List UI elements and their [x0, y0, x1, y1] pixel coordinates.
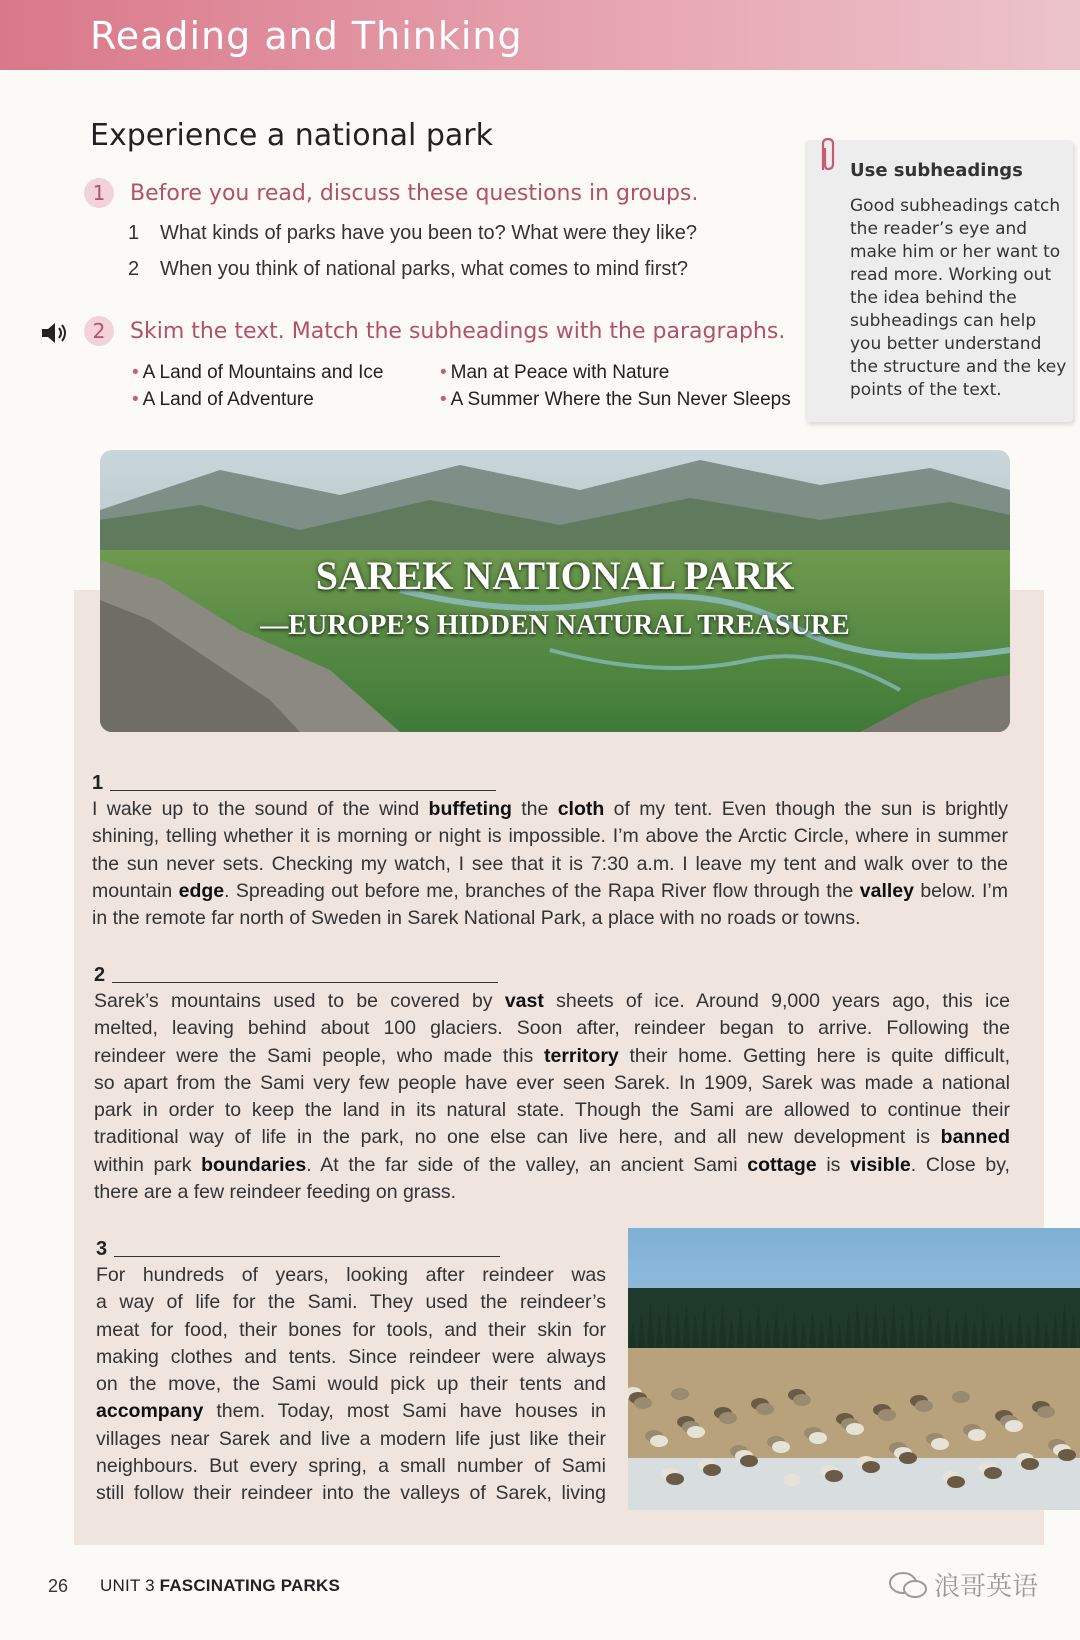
- reindeer-shape: [809, 1432, 827, 1444]
- reindeer-shape: [650, 1435, 668, 1447]
- question-number: 1: [128, 222, 140, 244]
- subheading-option: • Man at Peace with Nature: [440, 362, 670, 383]
- text-line: [96, 1289, 606, 1316]
- reindeer-shape: [671, 1388, 689, 1400]
- watermark: 浪哥英语: [888, 1566, 1038, 1603]
- vocab-word: vast: [504, 990, 544, 1012]
- reindeer-shape: [846, 1423, 864, 1435]
- reindeer-shape: [1058, 1449, 1076, 1461]
- text-line: [96, 1371, 606, 1398]
- reindeer-photo: [628, 1228, 1080, 1510]
- text-line: [92, 851, 1008, 878]
- text-line: [94, 1152, 1010, 1179]
- bullet-icon: •: [132, 362, 139, 383]
- paragraph-2-text: [94, 988, 1010, 1206]
- reindeer-shape: [783, 1474, 801, 1486]
- reindeer-shape: [793, 1394, 811, 1406]
- tip-body: Good subheadings catch the reader’s eye and make him or her want to read more. Working out the idea behind the subheadings can help you better understand the structure and the key points of the text.: [850, 196, 1067, 400]
- reindeer-shape: [666, 1473, 684, 1485]
- reindeer-shape: [825, 1470, 843, 1482]
- text-run: shining, telling whether it is morning or night is impossible. I’m above the Arctic Circle, where in summer: [92, 825, 1008, 848]
- text-line: [94, 1043, 1010, 1070]
- paperclip-icon: [815, 136, 839, 174]
- text-line: [96, 1480, 606, 1507]
- text-run: so apart from the Sami very few people have ever seen Sarek. In 1909, Sarek was made a national: [94, 1071, 1010, 1094]
- task-number: 2: [84, 316, 114, 346]
- text-run: park in order to keep the land in its natural state. Though the Sami are allowed to continue their: [94, 1099, 1010, 1122]
- reindeer-herd-illustration: [628, 1228, 1080, 1510]
- reindeer-shape: [1037, 1406, 1055, 1418]
- paragraph-1-number: 1: [92, 772, 104, 794]
- text-run: Sarek’s mountains used to be covered by: [94, 990, 505, 1012]
- text-line: [94, 1070, 1010, 1097]
- task-instruction: Before you read, discuss these questions in groups.: [130, 180, 699, 206]
- text-run: . At the far side of the valley, an ancient Sami: [306, 1153, 748, 1176]
- text-line: [94, 988, 1010, 1015]
- reindeer-shape: [878, 1409, 896, 1421]
- task-2: [84, 316, 785, 346]
- text-line: [96, 1398, 606, 1425]
- page-number: 26: [48, 1576, 69, 1596]
- vocab-word: boundaries: [201, 1153, 307, 1176]
- vocab-word: territory: [544, 1044, 619, 1067]
- reindeer-shape: [1021, 1458, 1039, 1470]
- reindeer-shape: [931, 1438, 949, 1450]
- text-line: [92, 878, 1008, 905]
- wechat-icon: [888, 1570, 928, 1600]
- text-line: [96, 1262, 606, 1289]
- reindeer-shape: [915, 1400, 933, 1412]
- text-run: a way of life for the Sami. They used the reindeer’s: [96, 1291, 606, 1314]
- subheading-blank-1[interactable]: [110, 790, 496, 791]
- reindeer-shape: [740, 1455, 758, 1467]
- reindeer-shape: [772, 1441, 790, 1453]
- reindeer-shape: [952, 1391, 970, 1403]
- bullet-icon: •: [440, 362, 447, 383]
- question-text: What kinds of parks have you been to? What were they like?: [160, 222, 697, 244]
- text-line: [94, 1097, 1010, 1124]
- vocab-word: accompany: [96, 1400, 204, 1423]
- text-run: meat for food, their bones for tools, and their skin for: [96, 1318, 606, 1341]
- vocab-word: cloth: [557, 798, 605, 820]
- text-run: is: [816, 1153, 851, 1176]
- task-1: [84, 178, 698, 208]
- hero-title: SAREK NATIONAL PARK: [315, 553, 795, 598]
- reindeer-shape: [703, 1464, 721, 1476]
- question-2: [128, 258, 688, 281]
- vocab-word: valley: [859, 879, 914, 902]
- subheading-blank-3[interactable]: [114, 1256, 500, 1257]
- subheading-blank-2[interactable]: [112, 982, 498, 983]
- text-line: [96, 1453, 606, 1480]
- reindeer-shape: [899, 1452, 917, 1464]
- reindeer-shape: [968, 1429, 986, 1441]
- task-number: 1: [84, 178, 114, 208]
- hero-subtitle: —EUROPE’S HIDDEN NATURAL TREASURE: [260, 610, 850, 641]
- subheading-option: • A Land of Adventure: [132, 389, 314, 410]
- reindeer-shape: [862, 1461, 880, 1473]
- vocab-word: edge: [178, 879, 225, 902]
- audio-speaker-icon[interactable]: [40, 320, 72, 346]
- text-line: [92, 823, 1008, 850]
- tip-title: Use subheadings: [850, 160, 1023, 181]
- subheading-option: • A Land of Mountains and Ice: [132, 362, 384, 383]
- text-run: villages near Sarek and live a modern life just like their: [96, 1427, 606, 1450]
- page-title: Reading and Thinking: [90, 14, 523, 58]
- text-line: [92, 796, 1008, 823]
- question-number: 2: [128, 258, 140, 280]
- text-run: making clothes and tents. Since reindeer were always: [96, 1345, 606, 1368]
- text-run: within park: [94, 1153, 202, 1176]
- text-line: [94, 1124, 1010, 1151]
- text-run: neighbours. But every spring, a small number of Sami: [96, 1455, 606, 1478]
- text-run: melted, leaving behind about 100 glaciers. Soon after, reindeer began to arrive. Following the: [94, 1017, 1010, 1040]
- text-line: [92, 905, 1008, 932]
- text-run: reindeer were the Sami people, who made this: [94, 1044, 544, 1067]
- text-line: [96, 1426, 606, 1453]
- text-line: [94, 1015, 1010, 1042]
- question-text: When you think of national parks, what comes to mind first?: [160, 258, 689, 280]
- vocab-word: banned: [940, 1126, 1010, 1149]
- text-line: [96, 1317, 606, 1344]
- question-1: [128, 222, 697, 245]
- text-run: in the remote far north of Sweden in Sarek National Park, a place with no roads or towns.: [92, 907, 861, 930]
- subheading-option: • A Summer Where the Sun Never Sleeps: [440, 389, 791, 410]
- text-run: . Spreading out before me, branches of the Rapa River flow through the: [224, 879, 860, 902]
- bullet-icon: •: [440, 389, 447, 410]
- reindeer-shape: [687, 1426, 705, 1438]
- text-line: [96, 1344, 606, 1371]
- paragraph-3-number: 3: [96, 1238, 108, 1260]
- text-run: them. Today, most Sami have houses in: [203, 1400, 606, 1423]
- text-run: below. I’m: [913, 879, 1008, 902]
- text-run: their home. Getting here is quite difficult,: [618, 1044, 1010, 1067]
- text-run: of my tent. Even though the sun is brightly: [604, 798, 1008, 820]
- paragraph-3-text: [96, 1262, 606, 1508]
- unit-label: UNIT 3 FASCINATING PARKS: [100, 1576, 341, 1595]
- reindeer-shape: [947, 1476, 965, 1488]
- text-run: I wake up to the sound of the wind: [92, 798, 429, 820]
- task-instruction: Skim the text. Match the subheadings with the paragraphs.: [130, 318, 786, 344]
- paragraph-1-text: [92, 796, 1008, 932]
- reindeer-shape: [634, 1397, 652, 1409]
- paragraph-2-number: 2: [94, 964, 106, 986]
- reindeer-shape: [756, 1403, 774, 1415]
- text-run: still follow their reindeer into the valleys of Sarek, living: [96, 1482, 606, 1505]
- text-run: traditional way of life in the park, no one else can live here, and all new development is: [94, 1126, 941, 1149]
- hero-image: [100, 450, 1010, 732]
- section-title: Experience a national park: [90, 118, 494, 153]
- subheading-options-left: [132, 362, 384, 416]
- text-run: sheets of ice. Around 9,000 years ago, this ice: [543, 990, 1010, 1012]
- text-run: there are a few reindeer feeding on grass.: [94, 1181, 457, 1204]
- vocab-word: cottage: [747, 1153, 817, 1176]
- bullet-icon: •: [132, 389, 139, 410]
- subheading-options-right: [440, 362, 791, 416]
- vocab-word: buffeting: [428, 798, 512, 820]
- text-line: [94, 1179, 1010, 1206]
- vocab-word: visible: [850, 1153, 911, 1176]
- reindeer-shape: [719, 1412, 737, 1424]
- reindeer-shape: [1005, 1420, 1023, 1432]
- text-run: the: [511, 798, 558, 820]
- text-run: mountain: [92, 879, 179, 902]
- reindeer-shape: [984, 1467, 1002, 1479]
- text-run: . Close by,: [910, 1153, 1010, 1176]
- text-run: the sun never sets. Checking my watch, I see that it is 7:30 a.m. I leave my tent and walk over to the: [92, 852, 1008, 875]
- text-run: For hundreds of years, looking after reindeer was: [96, 1264, 606, 1286]
- text-run: on the move, the Sami would pick up their tents and: [96, 1373, 606, 1396]
